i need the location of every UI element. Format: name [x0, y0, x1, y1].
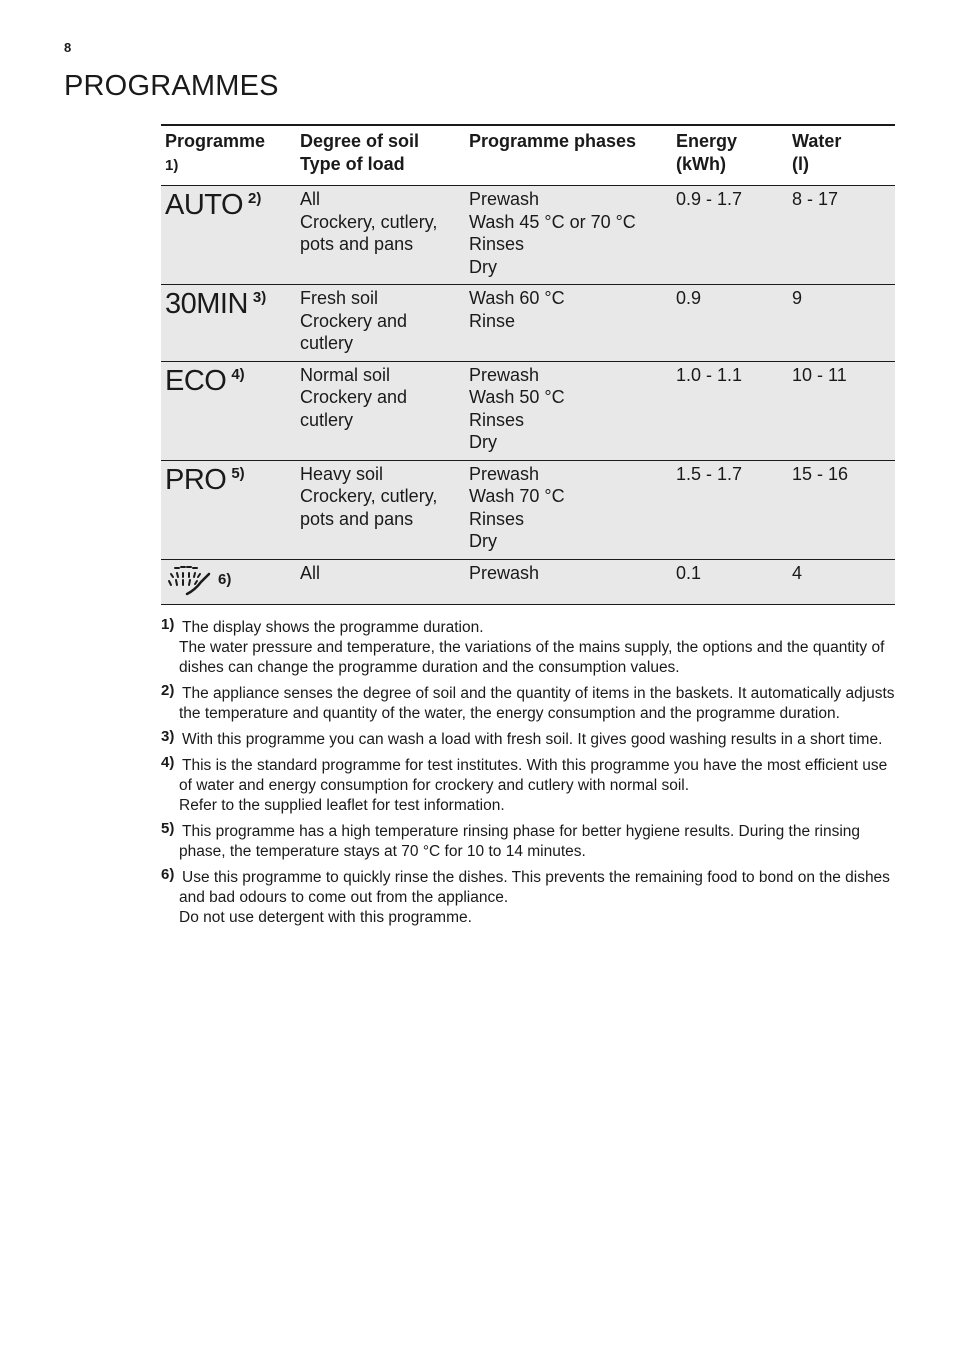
water-cell: 9 — [788, 285, 895, 362]
programme-cell — [161, 186, 296, 285]
programme-ref: 6) — [218, 570, 232, 588]
table-row — [161, 559, 895, 604]
footnote-text: The display shows the programme duration. The water pressure and temperature, the variations of the mains supply, the options and the quantity of dishes can change the programme duration and the consumption values. — [179, 619, 885, 676]
energy-cell: 0.1 — [672, 559, 788, 604]
programme-ref: 5) — [231, 464, 245, 482]
energy-cell: 0.9 — [672, 285, 788, 362]
header-programme-ref: 1) — [165, 156, 179, 174]
programme-cell — [161, 361, 296, 460]
footnote-text: With this programme you can wash a load with fresh soil. It gives good washing results in a short time. — [182, 731, 883, 748]
header-phases-label: Programme phases — [469, 131, 637, 151]
programme-pro-label: PRO — [165, 463, 227, 496]
footnote — [161, 684, 895, 724]
table-row — [161, 186, 895, 285]
footnote-text: This programme has a high temperature rinsing phase for better hygiene results. During the rinsing phase, the temperature stays at 70 °C for 10 to 14 minutes. — [179, 823, 861, 860]
footnote — [161, 730, 895, 750]
footnote-text: Use this programme to quickly rinse the dishes. This prevents the remaining food to bond on the dishes and bad odours to come out from the appliance. Do not use detergent with this programme. — [179, 869, 890, 926]
programme-ref: 2) — [248, 190, 262, 207]
footnote-marker: 3) — [161, 728, 175, 745]
rinse-hold-icon — [165, 562, 213, 598]
footnote-marker: 1) — [161, 616, 175, 633]
header-energy — [672, 125, 788, 186]
page-number: 8 — [64, 40, 72, 55]
programmes-table — [161, 124, 895, 605]
table-row — [161, 460, 895, 559]
programme-cell — [161, 559, 296, 604]
programme-cell — [161, 460, 296, 559]
page-title: PROGRAMMES — [64, 70, 279, 102]
header-programme-label: Programme — [165, 131, 266, 151]
footnotes — [161, 618, 895, 934]
programme-30min-label: 30MIN — [165, 288, 248, 320]
programme-cell — [161, 285, 296, 362]
footnote — [161, 868, 895, 928]
phases-cell: Prewash Wash 70 °C Rinses Dry — [465, 460, 672, 559]
header-water-line1: Water — [792, 131, 842, 151]
footnote-marker: 2) — [161, 682, 175, 699]
programme-eco-label: ECO — [165, 364, 227, 397]
footnote-marker: 4) — [161, 754, 175, 771]
energy-cell: 1.5 - 1.7 — [672, 460, 788, 559]
water-cell: 8 - 17 — [788, 186, 895, 285]
footnote-marker: 5) — [161, 820, 175, 837]
phases-cell: Prewash — [465, 559, 672, 604]
water-cell: 15 - 16 — [788, 460, 895, 559]
table-header-row — [161, 125, 895, 186]
footnote-marker: 6) — [161, 866, 175, 883]
energy-cell: 0.9 - 1.7 — [672, 186, 788, 285]
table-row — [161, 361, 895, 460]
energy-cell: 1.0 - 1.1 — [672, 361, 788, 460]
water-cell: 10 - 11 — [788, 361, 895, 460]
phases-cell: Wash 60 °C Rinse — [465, 285, 672, 362]
phases-cell: Prewash Wash 50 °C Rinses Dry — [465, 361, 672, 460]
phases-cell: Prewash Wash 45 °C or 70 °C Rinses Dry — [465, 186, 672, 285]
footnote — [161, 822, 895, 862]
header-energy-line2: (kWh) — [676, 153, 726, 174]
table-row — [161, 285, 895, 362]
footnote — [161, 756, 895, 816]
programme-ref: 3) — [252, 289, 267, 306]
programme-auto-label: AUTO — [165, 189, 244, 221]
programme-ref: 4) — [231, 365, 245, 383]
header-soil — [296, 125, 465, 186]
header-programme — [161, 125, 296, 186]
soil-cell: Normal soil Crockery and cutlery — [296, 361, 465, 460]
header-water — [788, 125, 895, 186]
header-soil-line1: Degree of soil — [300, 131, 420, 151]
footnote-text: The appliance senses the degree of soil and the quantity of items in the baskets. It automatically adjusts the temperature and quantity of the water, the energy consumption and the programme duration. — [179, 685, 895, 722]
soil-cell: All — [296, 559, 465, 604]
header-phases — [465, 125, 672, 186]
footnote-text: This is the standard programme for test institutes. With this programme you have the most efficient use of water and energy consumption for crockery and cutlery with normal soil. Refer to the supplied leaflet for test information. — [179, 757, 888, 814]
header-energy-line1: Energy — [676, 131, 738, 151]
soil-cell: All Crockery, cutlery, pots and pans — [296, 186, 465, 285]
header-soil-line2: Type of load — [300, 153, 405, 174]
header-water-line2: (l) — [792, 153, 809, 174]
soil-cell: Heavy soil Crockery, cutlery, pots and pans — [296, 460, 465, 559]
soil-cell: Fresh soil Crockery and cutlery — [296, 285, 465, 362]
water-cell: 4 — [788, 559, 895, 604]
footnote — [161, 618, 895, 678]
